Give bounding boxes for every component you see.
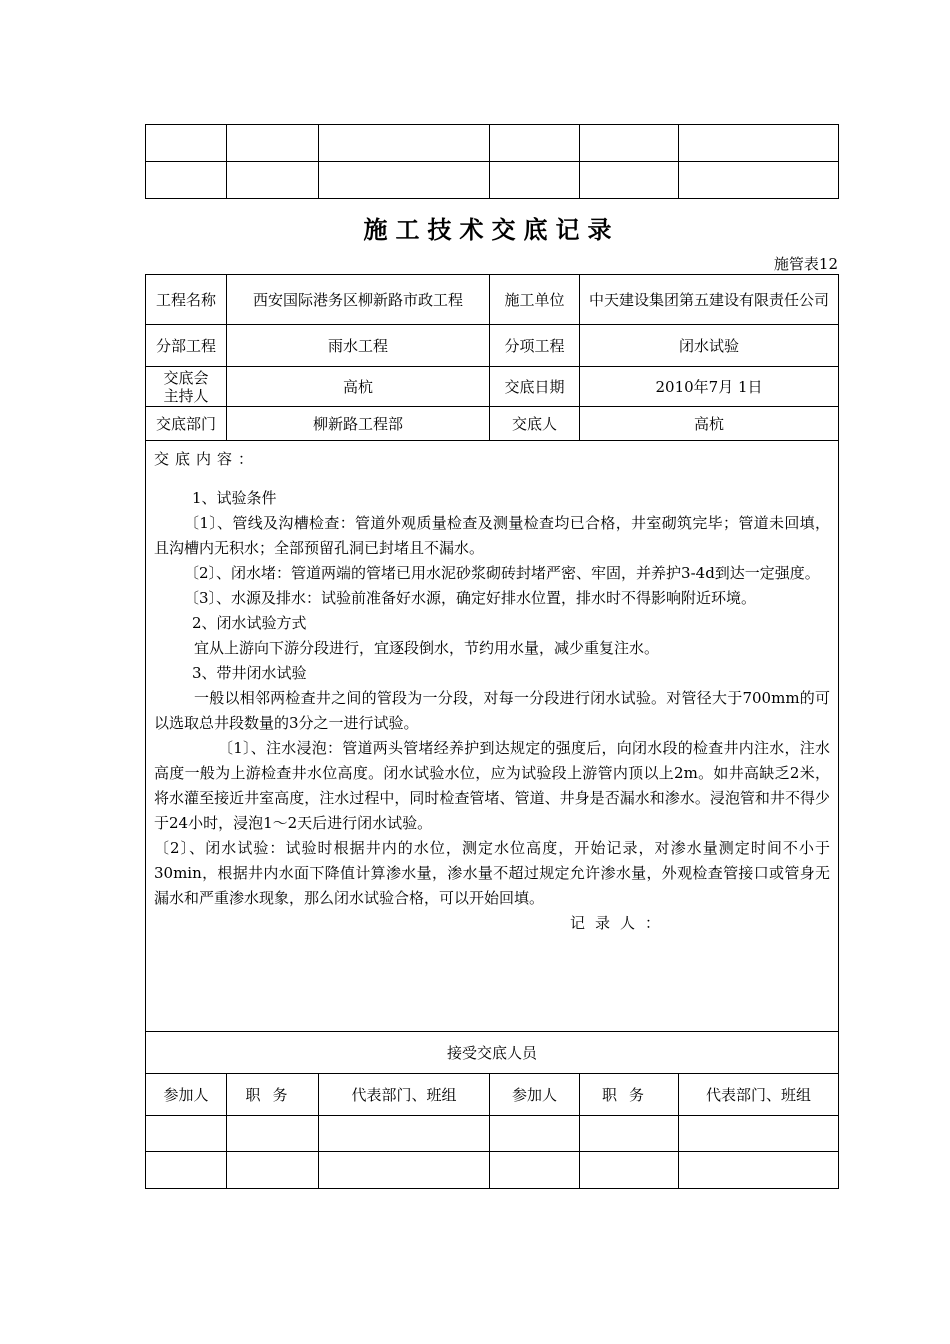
date-value[interactable]: 2010年7月 1日 <box>580 367 839 407</box>
section-heading: 3、带井闭水试验 <box>192 664 307 682</box>
blank-cell[interactable] <box>580 162 679 199</box>
paragraph: 〔2〕、闭水堵：管道两端的管堵已用水泥砂浆砌砖封堵严密、牢固，并养护3-4d到达一定强度。 <box>184 564 820 582</box>
blank-cell[interactable] <box>580 1152 679 1189</box>
top-blank-table <box>145 124 839 199</box>
item-value[interactable]: 闭水试验 <box>580 325 839 367</box>
discloser-label: 交底人 <box>490 407 580 441</box>
project-name-value[interactable]: 西安国际港务区柳新路市政工程 <box>227 275 490 325</box>
blank-cell[interactable] <box>146 162 227 199</box>
division-label: 分部工程 <box>146 325 227 367</box>
disclosure-table <box>145 274 839 1189</box>
blank-cell[interactable] <box>319 1152 490 1189</box>
header-participant: 参加人 <box>490 1074 580 1116</box>
blank-cell[interactable] <box>490 162 580 199</box>
blank-cell[interactable] <box>319 1116 490 1152</box>
blank-cell[interactable] <box>490 1152 580 1189</box>
section-heading: 1、试验条件 <box>192 489 277 507</box>
department-value[interactable]: 柳新路工程部 <box>227 407 490 441</box>
content-header: 交底内容： <box>154 450 260 468</box>
table-row <box>146 441 839 1032</box>
header-department: 代表部门、班组 <box>319 1074 490 1116</box>
construction-unit-value[interactable]: 中天建设集团第五建设有限责任公司 <box>580 275 839 325</box>
host-value[interactable]: 高杭 <box>227 367 490 407</box>
form-number: 施管表12 <box>773 255 838 273</box>
header-participant: 参加人 <box>146 1074 227 1116</box>
discloser-value[interactable]: 高杭 <box>580 407 839 441</box>
table-row <box>146 1116 839 1152</box>
paragraph: 〔1〕、注水浸泡：管道两头管堵经养护到达规定的强度后，向闭水段的检查井内注水，注水高度一般为上游检查井水位高度。闭水试验水位，应为试验段上游管内顶以上2m。如井高缺乏2米，将水灌至接近井室高度，注水过程中，同时检查管堵、管道、井身是否漏水和渗水。浸泡管和井不得少于24小时，浸泡1～2天后进行闭水试验。 <box>154 739 831 832</box>
header-position: 职务 <box>580 1074 679 1116</box>
blank-cell[interactable] <box>580 1116 679 1152</box>
project-name-label: 工程名称 <box>146 275 227 325</box>
paragraph: 〔1〕、管线及沟槽检查：管道外观质量检查及测量检查均已合格，井室砌筑完毕；管道未回填，且沟槽内无积水；全部预留孔洞已封堵且不漏水。 <box>154 514 831 557</box>
header-position: 职务 <box>227 1074 319 1116</box>
blank-cell[interactable] <box>146 1116 227 1152</box>
table-row <box>146 125 839 162</box>
paragraph: 〔2〕、闭水试验：试验时根据井内的水位，测定水位高度，开始记录，对渗水量测定时间不小于30min，根据井内水面下降值计算渗水量，渗水量不超过规定允许渗水量，外观检查管接口或管身无漏水和严重渗水现象，那么闭水试验合格，可以开始回填。 <box>154 839 831 907</box>
blank-cell[interactable] <box>146 125 227 162</box>
table-row <box>146 367 839 407</box>
blank-cell[interactable] <box>227 1116 319 1152</box>
paragraph: 宜从上游向下游分段进行，宜逐段倒水，节约用水量，减少重复注水。 <box>194 639 660 657</box>
blank-cell[interactable] <box>679 1116 839 1152</box>
blank-cell[interactable] <box>679 162 839 199</box>
blank-cell[interactable] <box>227 125 319 162</box>
blank-cell[interactable] <box>227 1152 319 1189</box>
table-row <box>146 325 839 367</box>
construction-unit-label: 施工单位 <box>490 275 580 325</box>
table-row <box>146 1152 839 1189</box>
table-row <box>146 407 839 441</box>
blank-cell[interactable] <box>146 1152 227 1189</box>
table-row <box>146 1074 839 1116</box>
blank-cell[interactable] <box>580 125 679 162</box>
header-department: 代表部门、班组 <box>679 1074 839 1116</box>
blank-cell[interactable] <box>319 162 490 199</box>
host-label: 交底会主持人 <box>146 367 227 407</box>
blank-cell[interactable] <box>679 1152 839 1189</box>
table-row <box>146 275 839 325</box>
receivers-title: 接受交底人员 <box>146 1032 839 1074</box>
paragraph: 〔3〕、水源及排水：试验前准备好水源，确定好排水位置，排水时不得影响附近环境。 <box>184 589 757 607</box>
division-value[interactable]: 雨水工程 <box>227 325 490 367</box>
section-heading: 2、闭水试验方式 <box>192 614 307 632</box>
document-title: 施工技术交底记录 <box>363 216 620 244</box>
disclosure-content[interactable] <box>146 441 839 1032</box>
department-label: 交底部门 <box>146 407 227 441</box>
recorder-label: 记录人： <box>570 914 671 932</box>
table-row <box>146 162 839 199</box>
blank-cell[interactable] <box>319 125 490 162</box>
blank-cell[interactable] <box>490 1116 580 1152</box>
blank-cell[interactable] <box>679 125 839 162</box>
blank-cell[interactable] <box>227 162 319 199</box>
date-label: 交底日期 <box>490 367 580 407</box>
blank-cell[interactable] <box>490 125 580 162</box>
table-row <box>146 1032 839 1074</box>
item-label: 分项工程 <box>490 325 580 367</box>
paragraph: 一般以相邻两检查井之间的管段为一分段，对每一分段进行闭水试验。对管径大于700mm的可以选取总井段数量的3分之一进行试验。 <box>154 689 831 732</box>
